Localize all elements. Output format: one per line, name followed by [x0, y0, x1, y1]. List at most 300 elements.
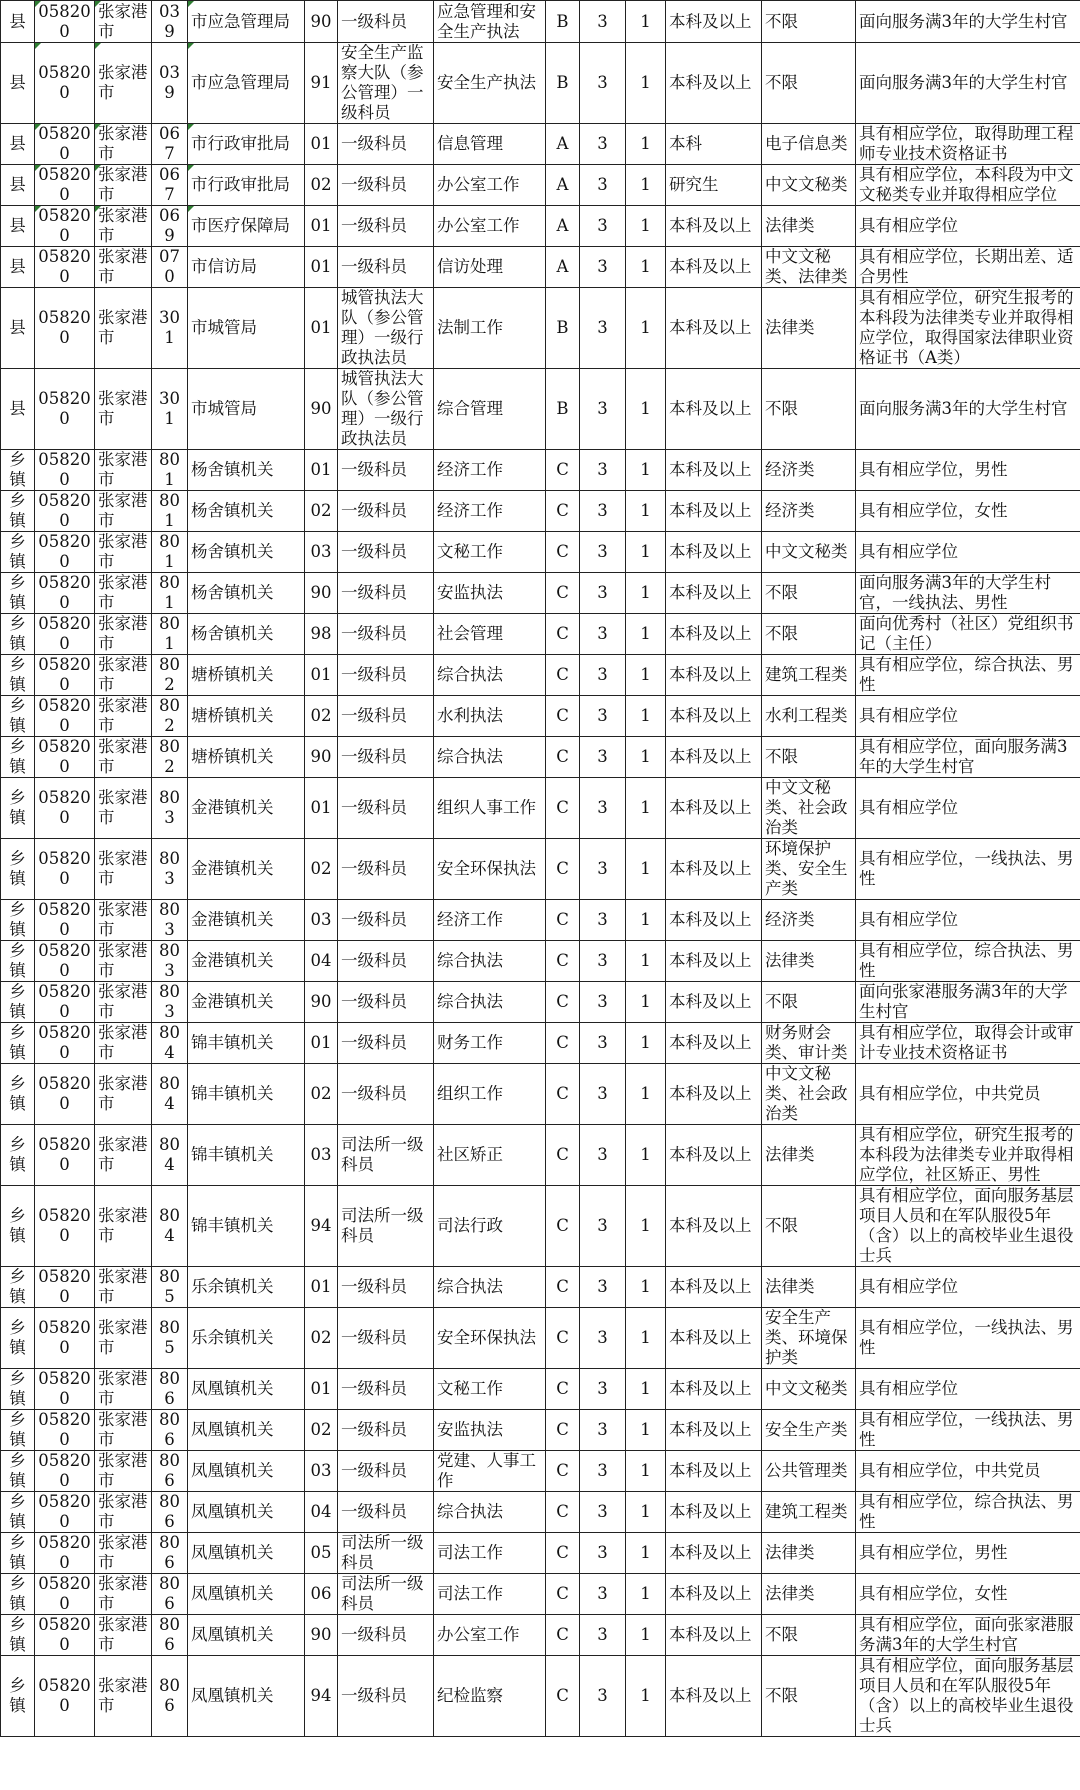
cell-department: 凤凰镇机关 — [188, 1410, 305, 1451]
cell-area-code: 058200 — [35, 43, 95, 124]
cell-education: 本科及以上 — [666, 839, 762, 900]
cell-position-code: 05 — [305, 1533, 338, 1574]
cell-education: 本科及以上 — [666, 900, 762, 941]
cell-position-title: 一级科员 — [338, 982, 434, 1023]
cell-job-duty: 综合执法 — [434, 982, 546, 1023]
cell-major: 经济类 — [762, 900, 856, 941]
cell-level: 乡镇 — [1, 1267, 35, 1308]
cell-dept-code: 804 — [152, 1023, 188, 1064]
cell-department: 市行政审批局 — [188, 124, 305, 165]
cell-area-code: 058200 — [35, 778, 95, 839]
cell-level: 乡镇 — [1, 1615, 35, 1656]
cell-education: 本科及以上 — [666, 941, 762, 982]
cell-position-code: 01 — [305, 1267, 338, 1308]
cell-exam-category: C — [546, 491, 580, 532]
cell-education: 本科及以上 — [666, 1186, 762, 1267]
cell-major: 不限 — [762, 43, 856, 124]
cell-dept-code: 801 — [152, 614, 188, 655]
cell-area-code: 058200 — [35, 696, 95, 737]
cell-notes: 具有相应学位，综合执法、男性 — [856, 655, 1080, 696]
cell-department: 金港镇机关 — [188, 778, 305, 839]
cell-exam-category: A — [546, 124, 580, 165]
cell-dept-code: 802 — [152, 737, 188, 778]
cell-dept-code: 802 — [152, 696, 188, 737]
cell-notes: 具有相应学位，面向服务基层项目人员和在军队服役5年（含）以上的高校毕业生退役士兵 — [856, 1186, 1080, 1267]
cell-position-title: 安全生产监察大队（参公管理）一级科员 — [338, 43, 434, 124]
table-row — [1, 573, 1080, 614]
cell-position-code: 94 — [305, 1656, 338, 1737]
cell-exam-category: C — [546, 1267, 580, 1308]
cell-position-code: 04 — [305, 941, 338, 982]
table-row — [1, 1023, 1080, 1064]
cell-hire-count: 1 — [626, 1533, 666, 1574]
cell-level: 乡镇 — [1, 655, 35, 696]
cell-area-code: 058200 — [35, 614, 95, 655]
cell-city: 张家港市 — [95, 1451, 152, 1492]
cell-position-code: 03 — [305, 1125, 338, 1186]
cell-job-duty: 司法工作 — [434, 1574, 546, 1615]
cell-position-title: 司法所一级科员 — [338, 1533, 434, 1574]
table-row — [1, 941, 1080, 982]
cell-area-code: 058200 — [35, 900, 95, 941]
cell-major: 法律类 — [762, 206, 856, 247]
cell-position-code: 06 — [305, 1574, 338, 1615]
cell-hire-count: 1 — [626, 1, 666, 43]
cell-hire-count: 1 — [626, 1186, 666, 1267]
cell-position-code: 90 — [305, 573, 338, 614]
cell-area-code: 058200 — [35, 1574, 95, 1615]
cell-interview-ratio: 3 — [580, 839, 626, 900]
cell-job-duty: 综合执法 — [434, 941, 546, 982]
cell-level: 县 — [1, 288, 35, 369]
cell-area-code: 058200 — [35, 573, 95, 614]
cell-level: 乡镇 — [1, 1410, 35, 1451]
cell-exam-category: C — [546, 941, 580, 982]
cell-city: 张家港市 — [95, 1186, 152, 1267]
cell-city: 张家港市 — [95, 1267, 152, 1308]
cell-city: 张家港市 — [95, 288, 152, 369]
cell-position-code: 90 — [305, 1, 338, 43]
cell-position-code: 02 — [305, 696, 338, 737]
cell-job-duty: 水利执法 — [434, 696, 546, 737]
cell-level: 乡镇 — [1, 614, 35, 655]
cell-job-duty: 应急管理和安全生产执法 — [434, 1, 546, 43]
cell-hire-count: 1 — [626, 655, 666, 696]
cell-major: 中文文秘类 — [762, 532, 856, 573]
cell-city: 张家港市 — [95, 369, 152, 450]
cell-hire-count: 1 — [626, 1308, 666, 1369]
cell-position-code: 90 — [305, 369, 338, 450]
cell-notes: 具有相应学位 — [856, 532, 1080, 573]
cell-notes: 具有相应学位，男性 — [856, 1533, 1080, 1574]
cell-job-duty: 办公室工作 — [434, 206, 546, 247]
cell-dept-code: 039 — [152, 43, 188, 124]
cell-level: 乡镇 — [1, 1656, 35, 1737]
cell-position-code: 01 — [305, 1023, 338, 1064]
cell-area-code: 058200 — [35, 737, 95, 778]
cell-education: 本科及以上 — [666, 1656, 762, 1737]
cell-notes: 具有相应学位，取得会计或审计专业技术资格证书 — [856, 1023, 1080, 1064]
cell-interview-ratio: 3 — [580, 941, 626, 982]
cell-hire-count: 1 — [626, 982, 666, 1023]
cell-dept-code: 070 — [152, 247, 188, 288]
cell-area-code: 058200 — [35, 1023, 95, 1064]
cell-city: 张家港市 — [95, 1410, 152, 1451]
cell-education: 本科及以上 — [666, 1267, 762, 1308]
cell-dept-code: 301 — [152, 288, 188, 369]
cell-position-code: 90 — [305, 737, 338, 778]
cell-city: 张家港市 — [95, 1533, 152, 1574]
cell-area-code: 058200 — [35, 165, 95, 206]
cell-level: 县 — [1, 1, 35, 43]
cell-department: 杨舍镇机关 — [188, 491, 305, 532]
cell-position-title: 一级科员 — [338, 206, 434, 247]
cell-dept-code: 806 — [152, 1492, 188, 1533]
cell-exam-category: C — [546, 532, 580, 573]
cell-interview-ratio: 3 — [580, 1308, 626, 1369]
cell-level: 乡镇 — [1, 573, 35, 614]
cell-interview-ratio: 3 — [580, 1064, 626, 1125]
cell-city: 张家港市 — [95, 1023, 152, 1064]
cell-job-duty: 司法行政 — [434, 1186, 546, 1267]
cell-job-duty: 综合执法 — [434, 1492, 546, 1533]
cell-position-code: 02 — [305, 1410, 338, 1451]
cell-department: 凤凰镇机关 — [188, 1615, 305, 1656]
cell-major: 不限 — [762, 614, 856, 655]
cell-hire-count: 1 — [626, 1125, 666, 1186]
cell-major: 电子信息类 — [762, 124, 856, 165]
cell-interview-ratio: 3 — [580, 1, 626, 43]
cell-dept-code: 806 — [152, 1533, 188, 1574]
cell-job-duty: 安全环保执法 — [434, 1308, 546, 1369]
cell-interview-ratio: 3 — [580, 696, 626, 737]
cell-department: 乐余镇机关 — [188, 1267, 305, 1308]
cell-interview-ratio: 3 — [580, 655, 626, 696]
cell-position-code: 04 — [305, 1492, 338, 1533]
cell-level: 乡镇 — [1, 778, 35, 839]
cell-exam-category: C — [546, 1023, 580, 1064]
cell-hire-count: 1 — [626, 614, 666, 655]
cell-hire-count: 1 — [626, 778, 666, 839]
cell-hire-count: 1 — [626, 900, 666, 941]
cell-major: 法律类 — [762, 1267, 856, 1308]
cell-interview-ratio: 3 — [580, 1574, 626, 1615]
cell-notes: 具有相应学位，一线执法、男性 — [856, 1410, 1080, 1451]
cell-area-code: 058200 — [35, 124, 95, 165]
cell-interview-ratio: 3 — [580, 1267, 626, 1308]
cell-hire-count: 1 — [626, 696, 666, 737]
cell-level: 乡镇 — [1, 450, 35, 491]
cell-exam-category: C — [546, 1492, 580, 1533]
table-row — [1, 43, 1080, 124]
cell-education: 本科及以上 — [666, 982, 762, 1023]
cell-education: 本科及以上 — [666, 43, 762, 124]
cell-major: 中文文秘类、法律类 — [762, 247, 856, 288]
cell-position-code: 01 — [305, 655, 338, 696]
cell-major: 建筑工程类 — [762, 655, 856, 696]
cell-notes: 具有相应学位，中共党员 — [856, 1451, 1080, 1492]
cell-major: 财务财会类、审计类 — [762, 1023, 856, 1064]
cell-hire-count: 1 — [626, 43, 666, 124]
cell-area-code: 058200 — [35, 1267, 95, 1308]
cell-department: 塘桥镇机关 — [188, 655, 305, 696]
table-row — [1, 247, 1080, 288]
cell-education: 本科及以上 — [666, 573, 762, 614]
cell-job-duty: 经济工作 — [434, 900, 546, 941]
cell-interview-ratio: 3 — [580, 1410, 626, 1451]
cell-city: 张家港市 — [95, 573, 152, 614]
cell-notes: 面向优秀村（社区）党组织书记（主任） — [856, 614, 1080, 655]
table-row — [1, 737, 1080, 778]
cell-education: 本科及以上 — [666, 247, 762, 288]
cell-education: 本科及以上 — [666, 206, 762, 247]
table-row — [1, 778, 1080, 839]
cell-major: 中文文秘类、社会政治类 — [762, 1064, 856, 1125]
cell-level: 乡镇 — [1, 839, 35, 900]
cell-dept-code: 803 — [152, 839, 188, 900]
cell-job-duty: 办公室工作 — [434, 165, 546, 206]
cell-level: 乡镇 — [1, 900, 35, 941]
cell-level: 乡镇 — [1, 696, 35, 737]
cell-notes: 具有相应学位 — [856, 900, 1080, 941]
cell-department: 凤凰镇机关 — [188, 1656, 305, 1737]
cell-interview-ratio: 3 — [580, 1186, 626, 1267]
cell-dept-code: 806 — [152, 1369, 188, 1410]
cell-interview-ratio: 3 — [580, 491, 626, 532]
cell-position-title: 一级科员 — [338, 532, 434, 573]
cell-city: 张家港市 — [95, 1, 152, 43]
cell-department: 金港镇机关 — [188, 982, 305, 1023]
cell-hire-count: 1 — [626, 165, 666, 206]
cell-job-duty: 社区矫正 — [434, 1125, 546, 1186]
cell-level: 乡镇 — [1, 1451, 35, 1492]
cell-dept-code: 803 — [152, 982, 188, 1023]
cell-notes: 具有相应学位，综合执法、男性 — [856, 941, 1080, 982]
cell-education: 本科及以上 — [666, 1308, 762, 1369]
cell-job-duty: 安全环保执法 — [434, 839, 546, 900]
cell-notes: 具有相应学位，研究生报考的本科段为法律类专业并取得相应学位，社区矫正、男性 — [856, 1125, 1080, 1186]
cell-hire-count: 1 — [626, 941, 666, 982]
cell-department: 市医疗保障局 — [188, 206, 305, 247]
cell-level: 乡镇 — [1, 1308, 35, 1369]
cell-dept-code: 802 — [152, 655, 188, 696]
cell-city: 张家港市 — [95, 124, 152, 165]
cell-job-duty: 党建、人事工作 — [434, 1451, 546, 1492]
cell-notes: 具有相应学位 — [856, 1369, 1080, 1410]
cell-city: 张家港市 — [95, 1308, 152, 1369]
cell-interview-ratio: 3 — [580, 165, 626, 206]
cell-interview-ratio: 3 — [580, 1369, 626, 1410]
cell-notes: 具有相应学位，男性 — [856, 450, 1080, 491]
cell-position-code: 02 — [305, 1308, 338, 1369]
cell-education: 本科及以上 — [666, 737, 762, 778]
cell-interview-ratio: 3 — [580, 369, 626, 450]
table-row — [1, 288, 1080, 369]
cell-exam-category: C — [546, 900, 580, 941]
cell-interview-ratio: 3 — [580, 1533, 626, 1574]
cell-major: 不限 — [762, 982, 856, 1023]
cell-interview-ratio: 3 — [580, 1656, 626, 1737]
cell-department: 凤凰镇机关 — [188, 1451, 305, 1492]
cell-position-title: 一级科员 — [338, 696, 434, 737]
cell-hire-count: 1 — [626, 1410, 666, 1451]
cell-interview-ratio: 3 — [580, 900, 626, 941]
table-row — [1, 839, 1080, 900]
cell-education: 本科及以上 — [666, 369, 762, 450]
cell-notes: 面向服务满3年的大学生村官，一线执法、男性 — [856, 573, 1080, 614]
cell-position-title: 一级科员 — [338, 1308, 434, 1369]
cell-hire-count: 1 — [626, 737, 666, 778]
cell-city: 张家港市 — [95, 1492, 152, 1533]
cell-dept-code: 806 — [152, 1656, 188, 1737]
cell-dept-code: 806 — [152, 1451, 188, 1492]
cell-hire-count: 1 — [626, 1574, 666, 1615]
cell-interview-ratio: 3 — [580, 532, 626, 573]
cell-position-title: 一级科员 — [338, 839, 434, 900]
cell-level: 乡镇 — [1, 737, 35, 778]
cell-position-title: 一级科员 — [338, 1369, 434, 1410]
table-row — [1, 165, 1080, 206]
cell-position-title: 一级科员 — [338, 1410, 434, 1451]
cell-major: 环境保护类、安全生产类 — [762, 839, 856, 900]
cell-major: 经济类 — [762, 491, 856, 532]
cell-hire-count: 1 — [626, 532, 666, 573]
cell-education: 本科及以上 — [666, 1064, 762, 1125]
cell-position-title: 一级科员 — [338, 491, 434, 532]
cell-education: 本科及以上 — [666, 491, 762, 532]
cell-notes: 面向张家港服务满3年的大学生村官 — [856, 982, 1080, 1023]
cell-position-code: 01 — [305, 124, 338, 165]
cell-area-code: 058200 — [35, 1125, 95, 1186]
cell-major: 中文文秘类 — [762, 1369, 856, 1410]
cell-interview-ratio: 3 — [580, 737, 626, 778]
cell-position-title: 一级科员 — [338, 1615, 434, 1656]
cell-exam-category: B — [546, 288, 580, 369]
cell-city: 张家港市 — [95, 1574, 152, 1615]
cell-notes: 具有相应学位，面向服务满3年的大学生村官 — [856, 737, 1080, 778]
cell-area-code: 058200 — [35, 941, 95, 982]
cell-position-title: 一级科员 — [338, 450, 434, 491]
cell-level: 乡镇 — [1, 1023, 35, 1064]
cell-department: 市信访局 — [188, 247, 305, 288]
cell-exam-category: C — [546, 450, 580, 491]
cell-position-title: 一级科员 — [338, 614, 434, 655]
table-row — [1, 532, 1080, 573]
cell-major: 法律类 — [762, 1574, 856, 1615]
cell-exam-category: C — [546, 778, 580, 839]
table-row — [1, 1125, 1080, 1186]
table-row — [1, 491, 1080, 532]
cell-notes: 具有相应学位 — [856, 696, 1080, 737]
cell-major: 经济类 — [762, 450, 856, 491]
cell-area-code: 058200 — [35, 1186, 95, 1267]
cell-position-title: 一级科员 — [338, 1492, 434, 1533]
cell-city: 张家港市 — [95, 1125, 152, 1186]
cell-job-duty: 综合执法 — [434, 655, 546, 696]
cell-exam-category: C — [546, 1369, 580, 1410]
table-row — [1, 124, 1080, 165]
cell-exam-category: C — [546, 839, 580, 900]
cell-exam-category: C — [546, 1656, 580, 1737]
cell-exam-category: A — [546, 206, 580, 247]
cell-interview-ratio: 3 — [580, 1492, 626, 1533]
cell-department: 金港镇机关 — [188, 900, 305, 941]
cell-city: 张家港市 — [95, 491, 152, 532]
cell-interview-ratio: 3 — [580, 288, 626, 369]
cell-exam-category: A — [546, 247, 580, 288]
cell-education: 本科及以上 — [666, 655, 762, 696]
cell-department: 市城管局 — [188, 288, 305, 369]
cell-job-duty: 法制工作 — [434, 288, 546, 369]
cell-dept-code: 805 — [152, 1308, 188, 1369]
cell-exam-category: C — [546, 1451, 580, 1492]
cell-job-duty: 司法工作 — [434, 1533, 546, 1574]
cell-job-duty: 社会管理 — [434, 614, 546, 655]
cell-notes: 具有相应学位，女性 — [856, 491, 1080, 532]
cell-dept-code: 803 — [152, 778, 188, 839]
cell-hire-count: 1 — [626, 1064, 666, 1125]
cell-hire-count: 1 — [626, 1492, 666, 1533]
cell-position-title: 一级科员 — [338, 573, 434, 614]
cell-position-title: 一级科员 — [338, 247, 434, 288]
cell-area-code: 058200 — [35, 1064, 95, 1125]
cell-dept-code: 801 — [152, 450, 188, 491]
cell-dept-code: 804 — [152, 1186, 188, 1267]
cell-interview-ratio: 3 — [580, 1125, 626, 1186]
cell-notes: 面向服务满3年的大学生村官 — [856, 369, 1080, 450]
cell-hire-count: 1 — [626, 206, 666, 247]
cell-exam-category: C — [546, 737, 580, 778]
cell-major: 不限 — [762, 1186, 856, 1267]
cell-department: 锦丰镇机关 — [188, 1186, 305, 1267]
cell-city: 张家港市 — [95, 43, 152, 124]
cell-level: 县 — [1, 124, 35, 165]
cell-area-code: 058200 — [35, 369, 95, 450]
cell-department: 杨舍镇机关 — [188, 573, 305, 614]
cell-position-code: 91 — [305, 43, 338, 124]
cell-department: 凤凰镇机关 — [188, 1533, 305, 1574]
cell-interview-ratio: 3 — [580, 450, 626, 491]
table-row — [1, 982, 1080, 1023]
cell-position-code: 01 — [305, 288, 338, 369]
cell-exam-category: C — [546, 1410, 580, 1451]
cell-city: 张家港市 — [95, 206, 152, 247]
cell-position-title: 一级科员 — [338, 941, 434, 982]
cell-department: 塘桥镇机关 — [188, 737, 305, 778]
cell-major: 安全生产类 — [762, 1410, 856, 1451]
cell-education: 本科及以上 — [666, 1, 762, 43]
cell-city: 张家港市 — [95, 1615, 152, 1656]
cell-dept-code: 067 — [152, 165, 188, 206]
cell-department: 市城管局 — [188, 369, 305, 450]
cell-position-title: 一级科员 — [338, 1023, 434, 1064]
cell-dept-code: 803 — [152, 941, 188, 982]
cell-department: 凤凰镇机关 — [188, 1369, 305, 1410]
cell-job-duty: 财务工作 — [434, 1023, 546, 1064]
cell-notes: 面向服务满3年的大学生村官 — [856, 43, 1080, 124]
cell-interview-ratio: 3 — [580, 1023, 626, 1064]
cell-notes: 具有相应学位，本科段为中文文秘类专业并取得相应学位 — [856, 165, 1080, 206]
cell-position-code: 98 — [305, 614, 338, 655]
cell-exam-category: C — [546, 1064, 580, 1125]
cell-notes: 具有相应学位，中共党员 — [856, 1064, 1080, 1125]
cell-city: 张家港市 — [95, 839, 152, 900]
cell-education: 本科 — [666, 124, 762, 165]
cell-level: 县 — [1, 247, 35, 288]
cell-city: 张家港市 — [95, 696, 152, 737]
cell-education: 本科及以上 — [666, 1615, 762, 1656]
table-row — [1, 1369, 1080, 1410]
